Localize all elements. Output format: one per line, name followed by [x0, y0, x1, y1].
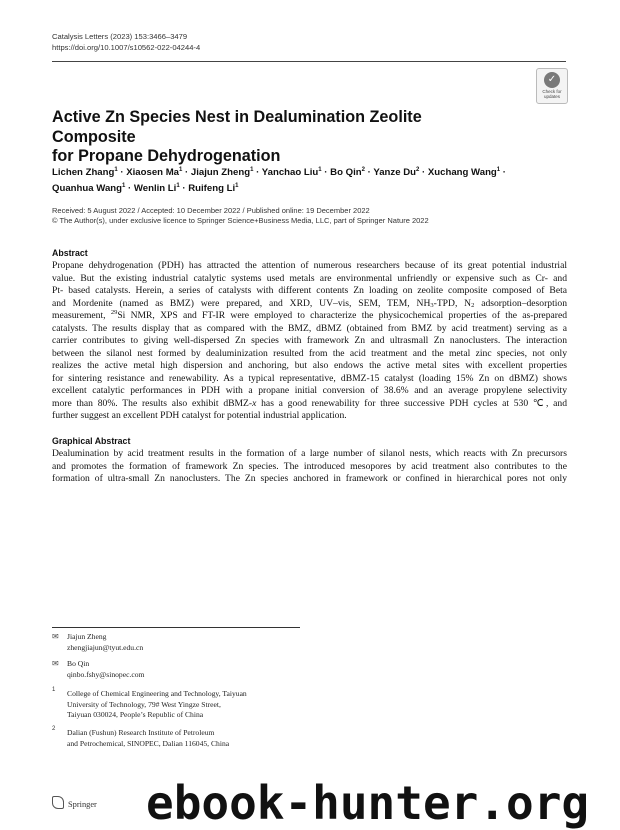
- check-for-updates-badge[interactable]: [536, 68, 568, 104]
- author-name[interactable]: Lichen Zhang: [52, 167, 115, 179]
- abstract-line: realizes the active metal high dispersion and anchoring, but also endows the active metal sites with excellent properties: [52, 360, 567, 371]
- author-affiliation: 1: [496, 167, 501, 173]
- author-name[interactable]: Xiaosen Ma: [126, 167, 180, 179]
- abstract-line: catalysts. The results display that as compared with the BMZ, dBMZ (obtained from BMZ by acid treatment) serving as a: [52, 322, 567, 334]
- graphical-abstract-line: formation of ultra-small Zn nanoclusters. The Zn species anchored in framework or confined in hierarchical pores not only: [52, 473, 567, 484]
- abstract-text: Si NMR, XPS and FT-IR were employed to characterize the physicochemical properties of the as-prepared: [117, 310, 567, 321]
- abstract-heading: Abstract: [52, 248, 88, 258]
- author-name[interactable]: Wenlin Li: [133, 182, 177, 194]
- affiliation-2: [67, 728, 229, 749]
- affiliation-line: Dalian (Fushun) Research Institute of Petroleum: [67, 728, 215, 737]
- abstract-line: [52, 398, 567, 411]
- affiliation-number: 1: [52, 687, 56, 693]
- doi-link[interactable]: https://doi.org/10.1007/s10562-022-04244-4: [52, 43, 201, 52]
- author-line-1: Lichen Zhang$^1$ · Xiaosen $Ma^1$ · Jiajun Zheng$^1$ · Yanchao Liu$^1$ · Bo Qin$^2$ · Yanze $Du^2$ · Xuchang Wang$^1$ ·: [52, 167, 507, 179]
- affiliation-line: and Petrochemical, SINOPEC, Dalian 116045, China: [67, 738, 230, 748]
- title-line-2: for Propane Dehydrogenation: [52, 147, 281, 165]
- contact-2: [67, 659, 144, 680]
- contact-email[interactable]: qinbo.fshy@sinopec.com: [67, 669, 145, 679]
- affiliation-1: [67, 689, 247, 721]
- author-affiliation: 1: [179, 167, 183, 173]
- affiliation-line: Taiyuan 030024, People’s Republic of China: [67, 710, 204, 719]
- author-affiliation: 1: [318, 167, 322, 173]
- author-name[interactable]: Quanhua Wang: [52, 182, 122, 194]
- title-line-1: Active Zn Species Nest in Dealumination Zeolite Composite: [52, 108, 422, 146]
- abstract-line: between the silanol nest formed by dealuminization resulted from the acid treatment and the metal zinc species, not only: [52, 347, 567, 359]
- check-updates-icon: ✓: [544, 72, 560, 88]
- watermark-text: ebook-hunter.org: [146, 776, 590, 830]
- abstract-line: excellent catalytic performances in PDH with a propane initial conversion of 38.6% and an average propylene selectivity: [52, 385, 567, 396]
- abstract-line: for sintering resistance and renewability. As a typical representative, dBMZ-15 catalyst (loading 15% Zn on dBMZ) shows: [52, 372, 567, 384]
- publisher-name: Springer: [68, 800, 97, 809]
- contact-name: Bo Qin: [67, 659, 90, 668]
- abstract-line: [52, 310, 567, 323]
- affiliation-line: University of Technology, 79# West Yingze Street,: [67, 699, 221, 709]
- author-affiliation: 2: [361, 167, 365, 173]
- abstract-text: -TPD, N: [433, 297, 472, 309]
- author-affiliation: 1: [176, 182, 180, 189]
- abstract-line: Pt- based catalysts. Herein, a series of catalysts with different contents Zn loading on zeolite composite composed of Beta: [52, 285, 567, 296]
- author-name[interactable]: Yanchao Liu: [261, 167, 319, 179]
- subscript: 3: [430, 301, 434, 309]
- journal-citation: Catalysis Letters (2023) 153:3466–3479: [52, 32, 188, 41]
- author-affiliation: 1: [122, 182, 126, 189]
- abstract-line: [52, 298, 567, 311]
- abstract-text: and Mordenite (named as BMZ) were prepared, and XRD, UV–vis, SEM, TEM, NH: [52, 297, 431, 309]
- abstract-text: more than 80%. The results also exhibit dBMZ-: [52, 397, 253, 409]
- contact-name: Jiajun Zheng: [67, 632, 107, 641]
- footnote-rule: [52, 627, 300, 628]
- author-affiliation: 1: [114, 167, 118, 173]
- graphical-abstract-line: and promotes the formation of framework Zn species. The introduced mesopores by acid treatment also contributes to the: [52, 460, 567, 472]
- publisher-mark: [52, 796, 97, 809]
- affiliation-line: College of Chemical Engineering and Technology, Taiyuan: [67, 689, 247, 698]
- author-name[interactable]: Jiajun Zheng: [190, 167, 251, 179]
- copyright-line: © The Author(s), under exclusive licence to Springer Science+Business Media, LLC, part of Springer Nature 2022: [52, 216, 429, 225]
- abstract-text: measurement,: [52, 310, 111, 321]
- subscript: 2: [471, 301, 475, 309]
- dates-line: Received: 5 August 2022 / Accepted: 10 December 2022 / Published online: 19 December 2022: [52, 206, 370, 215]
- abstract-line: further suggest an excellent PDH catalyst for potential industrial application.: [52, 410, 347, 421]
- contact-email[interactable]: zhengjiajun@tyut.edu.cn: [67, 642, 144, 652]
- graphical-abstract-heading: Graphical Abstract: [52, 436, 131, 446]
- check-updates-label: Check for updates: [542, 89, 562, 99]
- contact-1: [67, 632, 143, 653]
- springer-horse-icon: [52, 796, 64, 809]
- abstract-line: carrier contributes to giving well-dispersed Zn species with framework Zn and ultrasmall Zn nanoclusters. The interaction: [52, 335, 567, 346]
- affiliation-number: 2: [52, 726, 56, 732]
- italic-variable: x: [252, 397, 257, 409]
- header-rule: [52, 61, 566, 62]
- abstract-text: adsorption–desorption: [474, 297, 567, 309]
- author-affiliation: 2: [415, 167, 420, 173]
- author-name[interactable]: Yanze Du: [373, 167, 416, 179]
- abstract-body: [52, 260, 567, 423]
- author-name[interactable]: Xuchang Wang: [427, 167, 497, 179]
- author-affiliation: 1: [250, 167, 254, 173]
- abstract-line: value. But the existing industrial catalytic systems used metals are environmental unfriendly or expensive such as Cr- and: [52, 272, 567, 284]
- abstract-text: has a good renewability for three successive PDH cycles at 530 ℃, and: [256, 397, 567, 409]
- publication-dates: [52, 206, 429, 226]
- author-affiliation: 1: [235, 182, 239, 189]
- abstract-line: Propane dehydrogenation (PDH) has attracted the attention of numerous researchers because of its great potential industrial: [52, 260, 567, 271]
- envelope-icon: ✉: [52, 632, 59, 641]
- article-title: [52, 108, 502, 167]
- envelope-icon: ✉: [52, 659, 59, 668]
- author-line-2: Quanhua Wang$^1$ · Wenlin $Li^1$ · Ruifeng Li$^1$: [52, 182, 239, 194]
- author-list: [52, 164, 522, 195]
- journal-header: [52, 31, 200, 53]
- graphical-abstract-line: Dealumination by acid treatment results in the formation of a large number of silanol nests, which reacts with Zn precursors: [52, 448, 567, 459]
- graphical-abstract-body: [52, 448, 567, 486]
- author-name[interactable]: Ruifeng Li: [188, 182, 236, 194]
- author-name[interactable]: Bo Qin: [330, 167, 362, 179]
- superscript: 29: [110, 308, 118, 316]
